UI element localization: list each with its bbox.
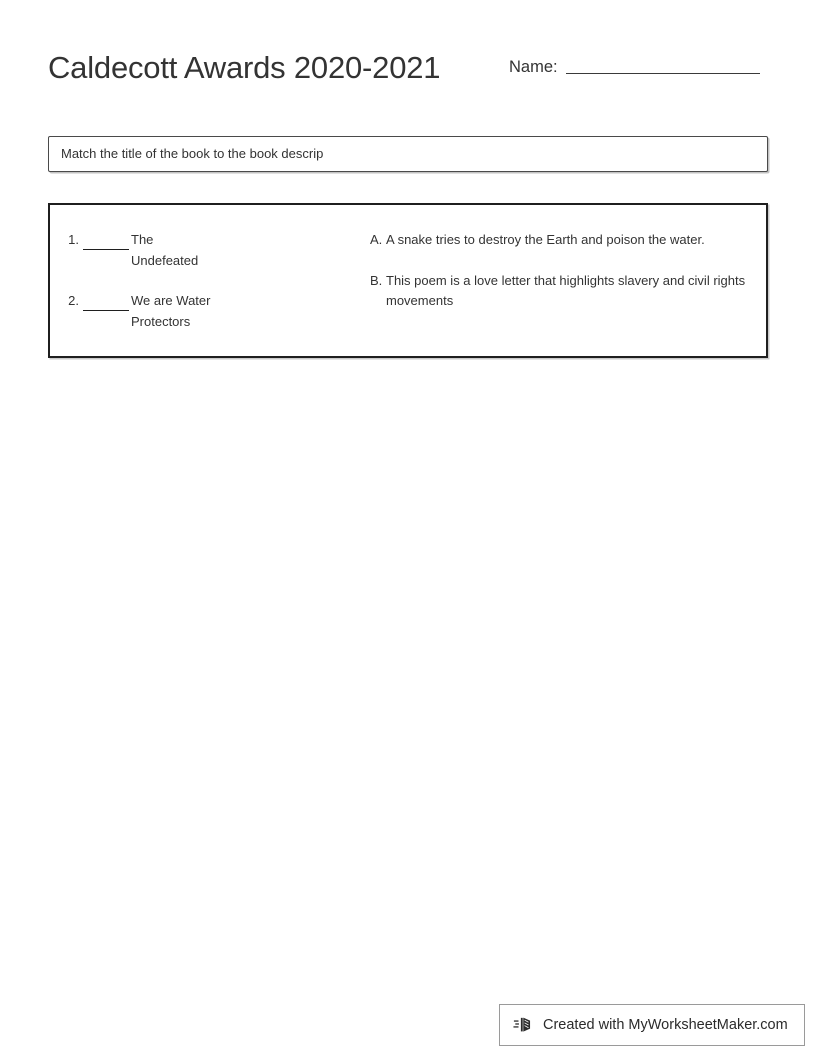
- name-field-group: [509, 52, 760, 78]
- description-item: [370, 230, 755, 251]
- matching-item: [62, 230, 362, 271]
- item-title: The Undefeated: [131, 232, 199, 268]
- footer-watermark-text: Created with MyWorksheetMaker.com: [543, 1017, 788, 1033]
- matching-descriptions-column: [370, 230, 755, 312]
- matching-item: [62, 291, 362, 332]
- worksheet-header: [0, 0, 816, 120]
- instruction-text: Match the title of the book to the book descrip: [61, 146, 324, 161]
- item-number: 1.: [68, 232, 79, 247]
- name-input-blank[interactable]: [566, 73, 760, 74]
- worksheet-maker-logo-icon: [513, 1014, 535, 1036]
- description-letter: A.: [370, 232, 383, 247]
- description-text: A snake tries to destroy the Earth and poison the water.: [386, 232, 705, 247]
- page-title: Caldecott Awards 2020-2021: [48, 50, 441, 85]
- item-number: 2.: [68, 293, 79, 308]
- answer-blank[interactable]: [83, 230, 129, 250]
- footer-watermark-badge[interactable]: [499, 1004, 805, 1046]
- item-title: We are Water Protectors: [131, 293, 211, 329]
- instruction-box: [48, 136, 768, 172]
- description-text: This poem is a love letter that highlights slavery and civil rights movements: [386, 272, 746, 308]
- matching-exercise-box: [48, 203, 768, 358]
- matching-items-column: [62, 230, 362, 332]
- name-label: Name:: [509, 58, 558, 76]
- description-letter: B.: [370, 272, 383, 288]
- answer-blank[interactable]: [83, 291, 129, 311]
- description-item: [370, 271, 755, 312]
